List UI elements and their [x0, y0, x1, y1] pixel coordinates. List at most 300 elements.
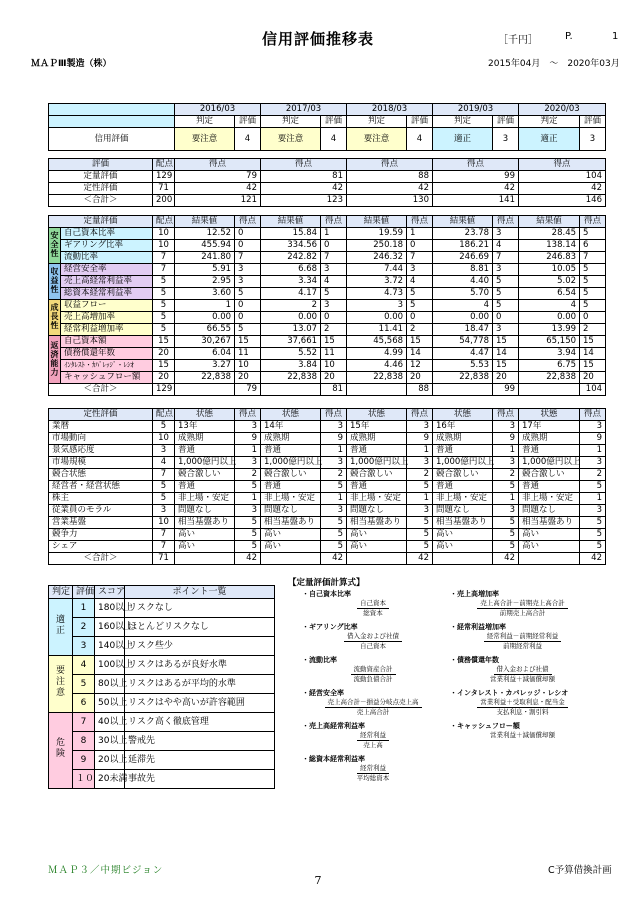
value-cell: 0: [407, 312, 433, 324]
value-cell: 3: [235, 457, 261, 469]
qual-row: [49, 517, 606, 529]
legend-row: [49, 656, 275, 675]
value-cell: 5: [493, 288, 519, 300]
value-cell: 65,150: [519, 336, 580, 348]
formula-denominator: 営業利益＋減価償却額: [490, 675, 555, 683]
value-cell: 6.54: [519, 288, 580, 300]
value-cell: 3.84: [261, 360, 321, 372]
column-header: 得点: [407, 409, 433, 421]
value-cell: 12: [407, 360, 433, 372]
summary-row: [49, 183, 606, 195]
value-cell: 成熟期: [347, 433, 407, 445]
rating-value-row: [49, 128, 606, 151]
blank-cell: [347, 553, 407, 565]
column-header: 得点: [519, 159, 606, 171]
value-cell: 4.47: [433, 348, 493, 360]
column-header: 得点: [347, 159, 433, 171]
score-cell: 104: [519, 171, 606, 183]
quant-row: [49, 264, 606, 276]
score-cell: 42: [175, 183, 261, 195]
factor-label: 従業員のモラル: [49, 505, 153, 517]
value-cell: 20: [580, 372, 606, 384]
formula-name-text: ・ギアリング比率: [302, 623, 358, 631]
value-cell: 9: [580, 433, 606, 445]
point-cell: リスク高く徹底管理: [125, 713, 275, 732]
value-cell: 2: [407, 324, 433, 336]
grade-cell: 5: [73, 675, 95, 694]
score-cell: 30以上: [95, 732, 125, 751]
judgement-group: [49, 656, 73, 713]
column-header: 評価: [49, 159, 153, 171]
column-header: 結果値: [347, 216, 407, 228]
quant-row: [49, 276, 606, 288]
quant-row: [49, 300, 606, 312]
judgement-group: [49, 713, 73, 789]
judge-header: 判定: [519, 116, 580, 128]
category-label: [49, 228, 61, 264]
point-cell: 事故先: [125, 770, 275, 789]
value-cell: 3: [321, 264, 347, 276]
value-cell: 3: [407, 264, 433, 276]
value-cell: 22,838: [175, 372, 235, 384]
score-header: 評価: [235, 116, 261, 128]
formula-denominator: 総資本: [363, 609, 383, 617]
metric-label: 収益フロー: [61, 300, 153, 312]
page-number: 1: [612, 31, 619, 42]
judgement-value: 適正: [519, 128, 580, 151]
value-cell: 相当基盤あり: [175, 517, 235, 529]
factor-label: 経営者・経営状態: [49, 481, 153, 493]
judge-header: 判定: [347, 116, 407, 128]
value-cell: 非上場・安定: [433, 493, 493, 505]
value-cell: 4: [321, 276, 347, 288]
formula-name-text: ・総資本経常利益率: [302, 755, 365, 763]
column-header: 配点: [153, 409, 175, 421]
value-cell: 0: [321, 312, 347, 324]
score-cell: 88: [347, 171, 433, 183]
value-cell: 54,778: [433, 336, 493, 348]
value-cell: 6.04: [175, 348, 235, 360]
value-cell: 3: [235, 264, 261, 276]
value-cell: 14年: [261, 421, 321, 433]
value-cell: 1: [493, 493, 519, 505]
formula-denominator: 売上高: [363, 741, 383, 749]
value-cell: 17年: [519, 421, 580, 433]
formula-fraction: [298, 731, 448, 750]
score-header: 評価: [580, 116, 606, 128]
value-cell: 5.91: [175, 264, 235, 276]
value-cell: 普通: [519, 481, 580, 493]
value-cell: 4: [407, 276, 433, 288]
formula-fraction: [298, 764, 448, 783]
value-cell: 5: [580, 228, 606, 240]
value-cell: 5: [407, 481, 433, 493]
value-cell: 問題なし: [175, 505, 235, 517]
formula-name: [450, 589, 499, 599]
value-cell: 11: [321, 348, 347, 360]
factor-label: 市場動向: [49, 433, 153, 445]
factor-label: シェア: [49, 541, 153, 553]
score-header: 評価: [321, 116, 347, 128]
value-cell: 22,838: [433, 372, 493, 384]
formula-numerator: 売上高合計－前期売上高合計: [477, 599, 568, 609]
formula-numerator: 営業利益＋減価償却額: [490, 731, 555, 739]
value-cell: 23.78: [433, 228, 493, 240]
value-cell: 3: [407, 505, 433, 517]
blank-cell: [519, 553, 580, 565]
category-label: [49, 264, 61, 300]
value-cell: 3.27: [175, 360, 235, 372]
column-header: 結果値: [175, 216, 235, 228]
value-cell: 相当基盤あり: [261, 517, 321, 529]
point-cell: リスクはやや高いが許容範囲: [125, 694, 275, 713]
period-range: 2015年04月 ～ 2020年03月: [488, 59, 620, 69]
value-cell: 6: [580, 240, 606, 252]
total-score: 42: [235, 553, 261, 565]
points-cell: 129: [153, 384, 175, 396]
formula-name: [450, 688, 568, 698]
value-cell: 1,000億円以上: [347, 457, 407, 469]
value-cell: 250.18: [347, 240, 407, 252]
formula-numerator: 借入金および社債: [344, 632, 402, 642]
formula-denominator: 売上高合計: [356, 708, 390, 716]
quant-row: [49, 312, 606, 324]
value-cell: 13.07: [261, 324, 321, 336]
formula-fraction: [455, 698, 590, 717]
points-cell: 5: [153, 312, 175, 324]
total-score: 88: [407, 384, 433, 396]
formula-name-text: ・売上高増加率: [450, 590, 499, 598]
quant-row: [49, 252, 606, 264]
value-cell: 1: [235, 445, 261, 457]
points-cell: 71: [153, 183, 175, 195]
column-header: 状態: [261, 409, 321, 421]
blank-cell: [175, 384, 235, 396]
legend-row: [49, 713, 275, 732]
value-cell: 1: [321, 445, 347, 457]
value-cell: 2: [580, 324, 606, 336]
points-cell: 5: [153, 324, 175, 336]
value-cell: 3: [407, 457, 433, 469]
value-cell: 4: [519, 300, 580, 312]
value-cell: 普通: [519, 445, 580, 457]
value-cell: 5: [321, 481, 347, 493]
points-cell: 5: [153, 288, 175, 300]
score-cell: 81: [261, 171, 347, 183]
blank-cell: [49, 116, 175, 128]
value-cell: 5: [580, 529, 606, 541]
value-cell: 7: [493, 252, 519, 264]
total-score: 104: [580, 384, 606, 396]
legend-row: [49, 599, 275, 618]
formula-fraction: [455, 731, 590, 749]
column-header: 得点: [493, 409, 519, 421]
value-cell: 5: [407, 541, 433, 553]
total-score: 42: [321, 553, 347, 565]
value-cell: 普通: [175, 445, 235, 457]
value-cell: 0: [235, 300, 261, 312]
value-cell: 普通: [261, 445, 321, 457]
total-score: 79: [235, 384, 261, 396]
value-cell: 3: [580, 457, 606, 469]
value-cell: 9: [235, 433, 261, 445]
value-cell: 2: [235, 469, 261, 481]
total-score: 99: [493, 384, 519, 396]
value-cell: 3: [493, 421, 519, 433]
value-cell: 10: [321, 360, 347, 372]
value-cell: 1: [580, 493, 606, 505]
column-header: 配点: [153, 159, 175, 171]
judgement-value: 要注意: [347, 128, 407, 151]
value-cell: 5: [580, 288, 606, 300]
qualitative-table: [48, 408, 606, 565]
value-cell: 15: [493, 360, 519, 372]
year-header: 2018/03: [347, 104, 433, 116]
formula-name: [450, 655, 499, 665]
quant-row: [49, 336, 606, 348]
metric-label: 経営安全率: [61, 264, 153, 276]
formula-numerator: 売上高合計－損益分岐点売上高: [325, 698, 422, 708]
page-title: 信用評価推移表: [261, 30, 374, 48]
value-cell: 競合激しい: [519, 469, 580, 481]
metric-label: 経常利益増加率: [61, 324, 153, 336]
value-cell: 5: [580, 300, 606, 312]
column-header: 得点: [175, 159, 261, 171]
value-cell: 334.56: [261, 240, 321, 252]
value-cell: 5: [407, 300, 433, 312]
value-cell: 455.94: [175, 240, 235, 252]
value-cell: 0.00: [433, 312, 493, 324]
value-cell: 0: [235, 312, 261, 324]
judge-header: 判定: [433, 116, 493, 128]
total-score: 81: [321, 384, 347, 396]
value-cell: 0: [580, 312, 606, 324]
value-cell: 1,000億円以上: [433, 457, 493, 469]
grade-cell: 4: [73, 656, 95, 675]
value-cell: 5: [235, 541, 261, 553]
value-cell: 4.17: [261, 288, 321, 300]
value-cell: 1: [175, 300, 235, 312]
qual-row: [49, 445, 606, 457]
value-cell: 3: [321, 457, 347, 469]
value-cell: 6.68: [261, 264, 321, 276]
formula-numerator: 自己資本: [357, 599, 389, 609]
value-cell: 4.46: [347, 360, 407, 372]
blank-cell: [175, 553, 235, 565]
value-cell: 2: [493, 469, 519, 481]
formula-name-text: ・経常利益増加率: [450, 623, 506, 631]
value-cell: 1: [580, 445, 606, 457]
factor-label: 競合状態: [49, 469, 153, 481]
quantitative-table: [48, 215, 606, 396]
formula-denominator: 自己資本: [360, 642, 386, 650]
value-cell: 3: [580, 505, 606, 517]
judgement-group: [49, 599, 73, 656]
value-cell: 競合激しい: [433, 469, 493, 481]
value-cell: 1: [407, 228, 433, 240]
formula-fraction: [455, 599, 590, 618]
column-header: 結果値: [433, 216, 493, 228]
score-cell: 99: [433, 171, 519, 183]
points-cell: 10: [153, 517, 175, 529]
value-cell: 5: [580, 481, 606, 493]
value-cell: 3.60: [175, 288, 235, 300]
value-cell: 競合激しい: [347, 469, 407, 481]
column-header: スコア: [95, 586, 125, 599]
score-cell: 42: [261, 183, 347, 195]
score-cell: 100以上: [95, 656, 125, 675]
value-cell: 成熟期: [261, 433, 321, 445]
value-cell: 5: [321, 541, 347, 553]
column-header: 状態: [519, 409, 580, 421]
column-header: 結果値: [261, 216, 321, 228]
qual-row: [49, 481, 606, 493]
qual-row: [49, 421, 606, 433]
value-cell: 15: [580, 360, 606, 372]
value-cell: 1: [235, 493, 261, 505]
score-cell: 121: [175, 195, 261, 207]
total-label: ＜合計＞: [49, 553, 153, 565]
legend-row: [49, 751, 275, 770]
value-cell: 4: [433, 300, 493, 312]
formula-numerator: 経常利益: [357, 731, 389, 741]
value-cell: 競合激しい: [261, 469, 321, 481]
grade-cell: １０: [73, 770, 95, 789]
value-cell: 66.55: [175, 324, 235, 336]
formula-name-text: ・流動比率: [302, 656, 337, 664]
score-cell: 42: [347, 183, 433, 195]
factor-label: 競争力: [49, 529, 153, 541]
value-cell: 28.45: [519, 228, 580, 240]
value-cell: 14: [407, 348, 433, 360]
value-cell: 3.94: [519, 348, 580, 360]
value-cell: 普通: [175, 481, 235, 493]
value-cell: 5: [493, 517, 519, 529]
year-header: 2019/03: [433, 104, 519, 116]
column-header: 得点: [433, 159, 519, 171]
qual-row: [49, 529, 606, 541]
value-cell: 9: [321, 433, 347, 445]
formula-fraction: [298, 632, 448, 651]
value-cell: 5: [580, 517, 606, 529]
value-cell: 2: [261, 300, 321, 312]
qual-header-row: [49, 409, 606, 421]
value-cell: 5: [493, 541, 519, 553]
judgement-group-label: 要注意: [55, 666, 65, 698]
formula-name: [302, 622, 358, 632]
value-cell: 5.70: [433, 288, 493, 300]
value-cell: 1,000億円以上: [175, 457, 235, 469]
grade-cell: 2: [73, 618, 95, 637]
value-cell: 5: [235, 288, 261, 300]
value-cell: 5: [493, 529, 519, 541]
value-cell: 5: [407, 529, 433, 541]
value-cell: 20: [321, 372, 347, 384]
points-cell: 71: [153, 553, 175, 565]
formula-name: [302, 655, 337, 665]
score-header: 評価: [407, 116, 433, 128]
value-cell: 7: [235, 252, 261, 264]
metric-label: 売上高増加率: [61, 312, 153, 324]
value-cell: 5: [580, 276, 606, 288]
value-cell: 高い: [347, 541, 407, 553]
value-cell: 高い: [261, 541, 321, 553]
blank-cell: [519, 384, 580, 396]
metric-label: ギアリング比率: [61, 240, 153, 252]
judgement-group-label: 危険: [55, 738, 65, 759]
year-header: 2017/03: [261, 104, 347, 116]
qual-row: [49, 433, 606, 445]
value-cell: 1: [407, 493, 433, 505]
value-cell: 相当基盤あり: [433, 517, 493, 529]
value-cell: 0.00: [175, 312, 235, 324]
points-cell: 3: [153, 505, 175, 517]
quant-row: [49, 360, 606, 372]
metric-label: 債務償還年数: [61, 348, 153, 360]
blank-cell: [261, 384, 321, 396]
value-cell: 普通: [433, 445, 493, 457]
score-cell: 141: [433, 195, 519, 207]
value-cell: 6.75: [519, 360, 580, 372]
legend-row: [49, 694, 275, 713]
value-cell: 10: [235, 360, 261, 372]
value-cell: 競合激しい: [175, 469, 235, 481]
value-cell: 0: [493, 312, 519, 324]
value-cell: 高い: [433, 541, 493, 553]
value-cell: 4: [493, 240, 519, 252]
quant-header-row: [49, 216, 606, 228]
value-cell: 非上場・安定: [519, 493, 580, 505]
grade-cell: 6: [73, 694, 95, 713]
value-cell: 22,838: [347, 372, 407, 384]
column-header: 得点: [235, 409, 261, 421]
point-cell: リスクはあるが平均的水準: [125, 675, 275, 694]
quant-row: [49, 288, 606, 300]
qual-row: [49, 493, 606, 505]
value-cell: 246.69: [433, 252, 493, 264]
quant-row: [49, 228, 606, 240]
value-cell: 相当基盤あり: [519, 517, 580, 529]
score-cell: 20未満: [95, 770, 125, 789]
value-cell: 1: [321, 228, 347, 240]
formula-denominator: 平均総資本: [356, 774, 390, 782]
points-cell: 10: [153, 228, 175, 240]
value-cell: 7: [321, 252, 347, 264]
column-header: 配点: [153, 216, 175, 228]
value-cell: 高い: [433, 529, 493, 541]
value-cell: 相当基盤あり: [347, 517, 407, 529]
score-cell: 79: [175, 171, 261, 183]
value-cell: 0.00: [519, 312, 580, 324]
grade-value: 4: [235, 128, 261, 151]
value-cell: 20: [235, 372, 261, 384]
value-cell: 3: [407, 421, 433, 433]
value-cell: 15: [580, 336, 606, 348]
formula-name-text: ・自己資本比率: [302, 590, 351, 598]
judgement-value: 要注意: [175, 128, 235, 151]
year-header: 2016/03: [175, 104, 261, 116]
value-cell: 成熟期: [175, 433, 235, 445]
column-header: 得点: [261, 159, 347, 171]
metric-label: 売上高経常利益率: [61, 276, 153, 288]
value-cell: 15.84: [261, 228, 321, 240]
score-cell: 140以上: [95, 637, 125, 656]
metric-label: キャッシュフロー額: [61, 372, 153, 384]
value-cell: 7: [580, 252, 606, 264]
value-cell: 普通: [261, 481, 321, 493]
judgement-group-label: 適正: [55, 614, 65, 636]
points-cell: 200: [153, 195, 175, 207]
